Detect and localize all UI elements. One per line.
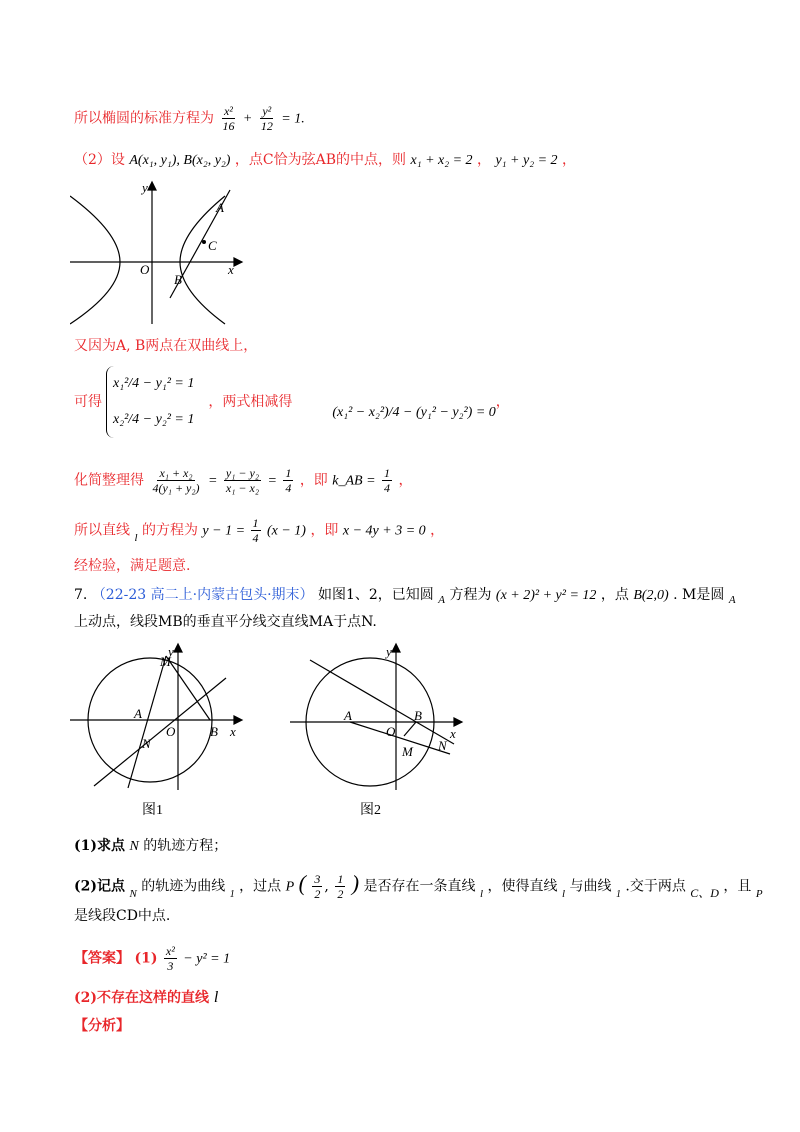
line-equation-line: 所以直线 $_l$ 的方程为 y − 1 = $\frac{1}{4}$ (x − 1) ，即 x − 4y + 3 = 0 ， [74,516,445,545]
label-y: y [386,644,392,659]
slope-simplify-line: 化简整理得 $\frac{\text{x₁ + x₂}}{\text{4(y₁ + y₂)}}$ = $\frac{\text{y₁ − y₂}}{\text{x₁ − x₂}}$ = $\frac{1}{4}$ ，即 k_AB = $\frac{1}{4}$ ， [74,466,413,495]
label-y: y [168,644,174,659]
label-x: x [228,262,234,277]
y-axis-arrow [148,182,156,190]
question-1: (1)求点 N 的轨迹方程； [74,838,228,854]
problem-7-statement: 7. （22-23 高二上·内蒙古包头·期末） 如图1、2，已知圆 $_A$ 方程为 (x + 2)² + y² = 12 ，点 B(2,0) . M是圆 $_A$ [74,587,736,606]
problem-7-statement-cont: 上动点，线段MB的垂直平分线交直线MA于点N. [74,614,377,630]
label-O: O [140,262,150,277]
label-A: A [134,706,142,721]
segment-MB [404,722,416,736]
x-axis-arrow [234,258,242,266]
answer-label: 【答案】 [74,950,130,967]
hyperbola-right-branch [180,196,225,324]
figure-2-caption: 图2 [360,803,381,818]
label-O: O [166,724,176,739]
label-O: O [386,724,396,739]
system-of-equations-line: 可得 x₁²/4 − y₁² = 1 x₂²/4 − y₂² = 1 ，两式相减得 (x₁² − x₂²)/4 − (y₁² − y₂²) = 0 ， [74,362,510,442]
label-M: M [160,654,171,669]
figure-2 [290,640,470,820]
answer-line-2: (2)不存在这样的直线 l [74,989,219,1006]
answer-line: 【答案】 (1) $\frac{\text{x²}}{3}$ − y² = 1 [74,944,231,973]
label-N: N [142,736,151,751]
label-N: N [438,738,447,753]
figure-1 [70,640,250,820]
question-2-cont: 是线段CD中点. [74,908,171,924]
label-C: C [208,238,217,253]
label-x: x [450,726,456,741]
label-A: A [344,708,352,723]
ellipse-equation-line: 所以椭圆的标准方程为 $\frac{\text{x²}}{16}$ + $\frac{\text{y²}}{12}$ = 1. [74,104,305,133]
problem-source: （22-23 高二上·内蒙古包头·期末） [91,587,314,603]
label-B: B [210,724,218,739]
point-C [202,240,206,244]
line-MA [350,722,450,754]
verification-line: 经检验，满足题意. [74,558,191,574]
label-B: B [174,272,182,287]
hyperbola-left-branch [70,196,120,324]
analysis-label: 【分析】 [74,1018,130,1034]
perp-bisector [94,678,226,786]
midpoint-setup-line: （2）设 A(x₁, y₁), B(x₂, y₂) ，点C恰为弦AB的中点，则 x₁ + x₂ = 2 ， y₁ + y₂ = 2 ， [74,152,576,168]
label-y: y [142,180,148,195]
question-2: (2)记点 $_N$ 的轨迹为曲线 $_1$ ，过点 P ( $\frac{3}{2}$ , $\frac{1}{2}$ ) 是否存在一条直线 $_l$ ，使得直线 $_l$ 与曲线 $_1$ .交于两点 C、D ，且 $_P$ [74,870,763,901]
label-A: A [216,200,224,215]
line-MA [128,656,166,788]
perp-bisector [310,660,454,744]
figure-1-caption: 图1 [142,803,163,818]
label-x: x [230,724,236,739]
hyperbola-figure [70,178,250,326]
points-on-hyperbola-line: 又因为A, B两点在双曲线上， [74,338,258,354]
label-B: B [414,708,422,723]
label-M: M [402,744,413,759]
